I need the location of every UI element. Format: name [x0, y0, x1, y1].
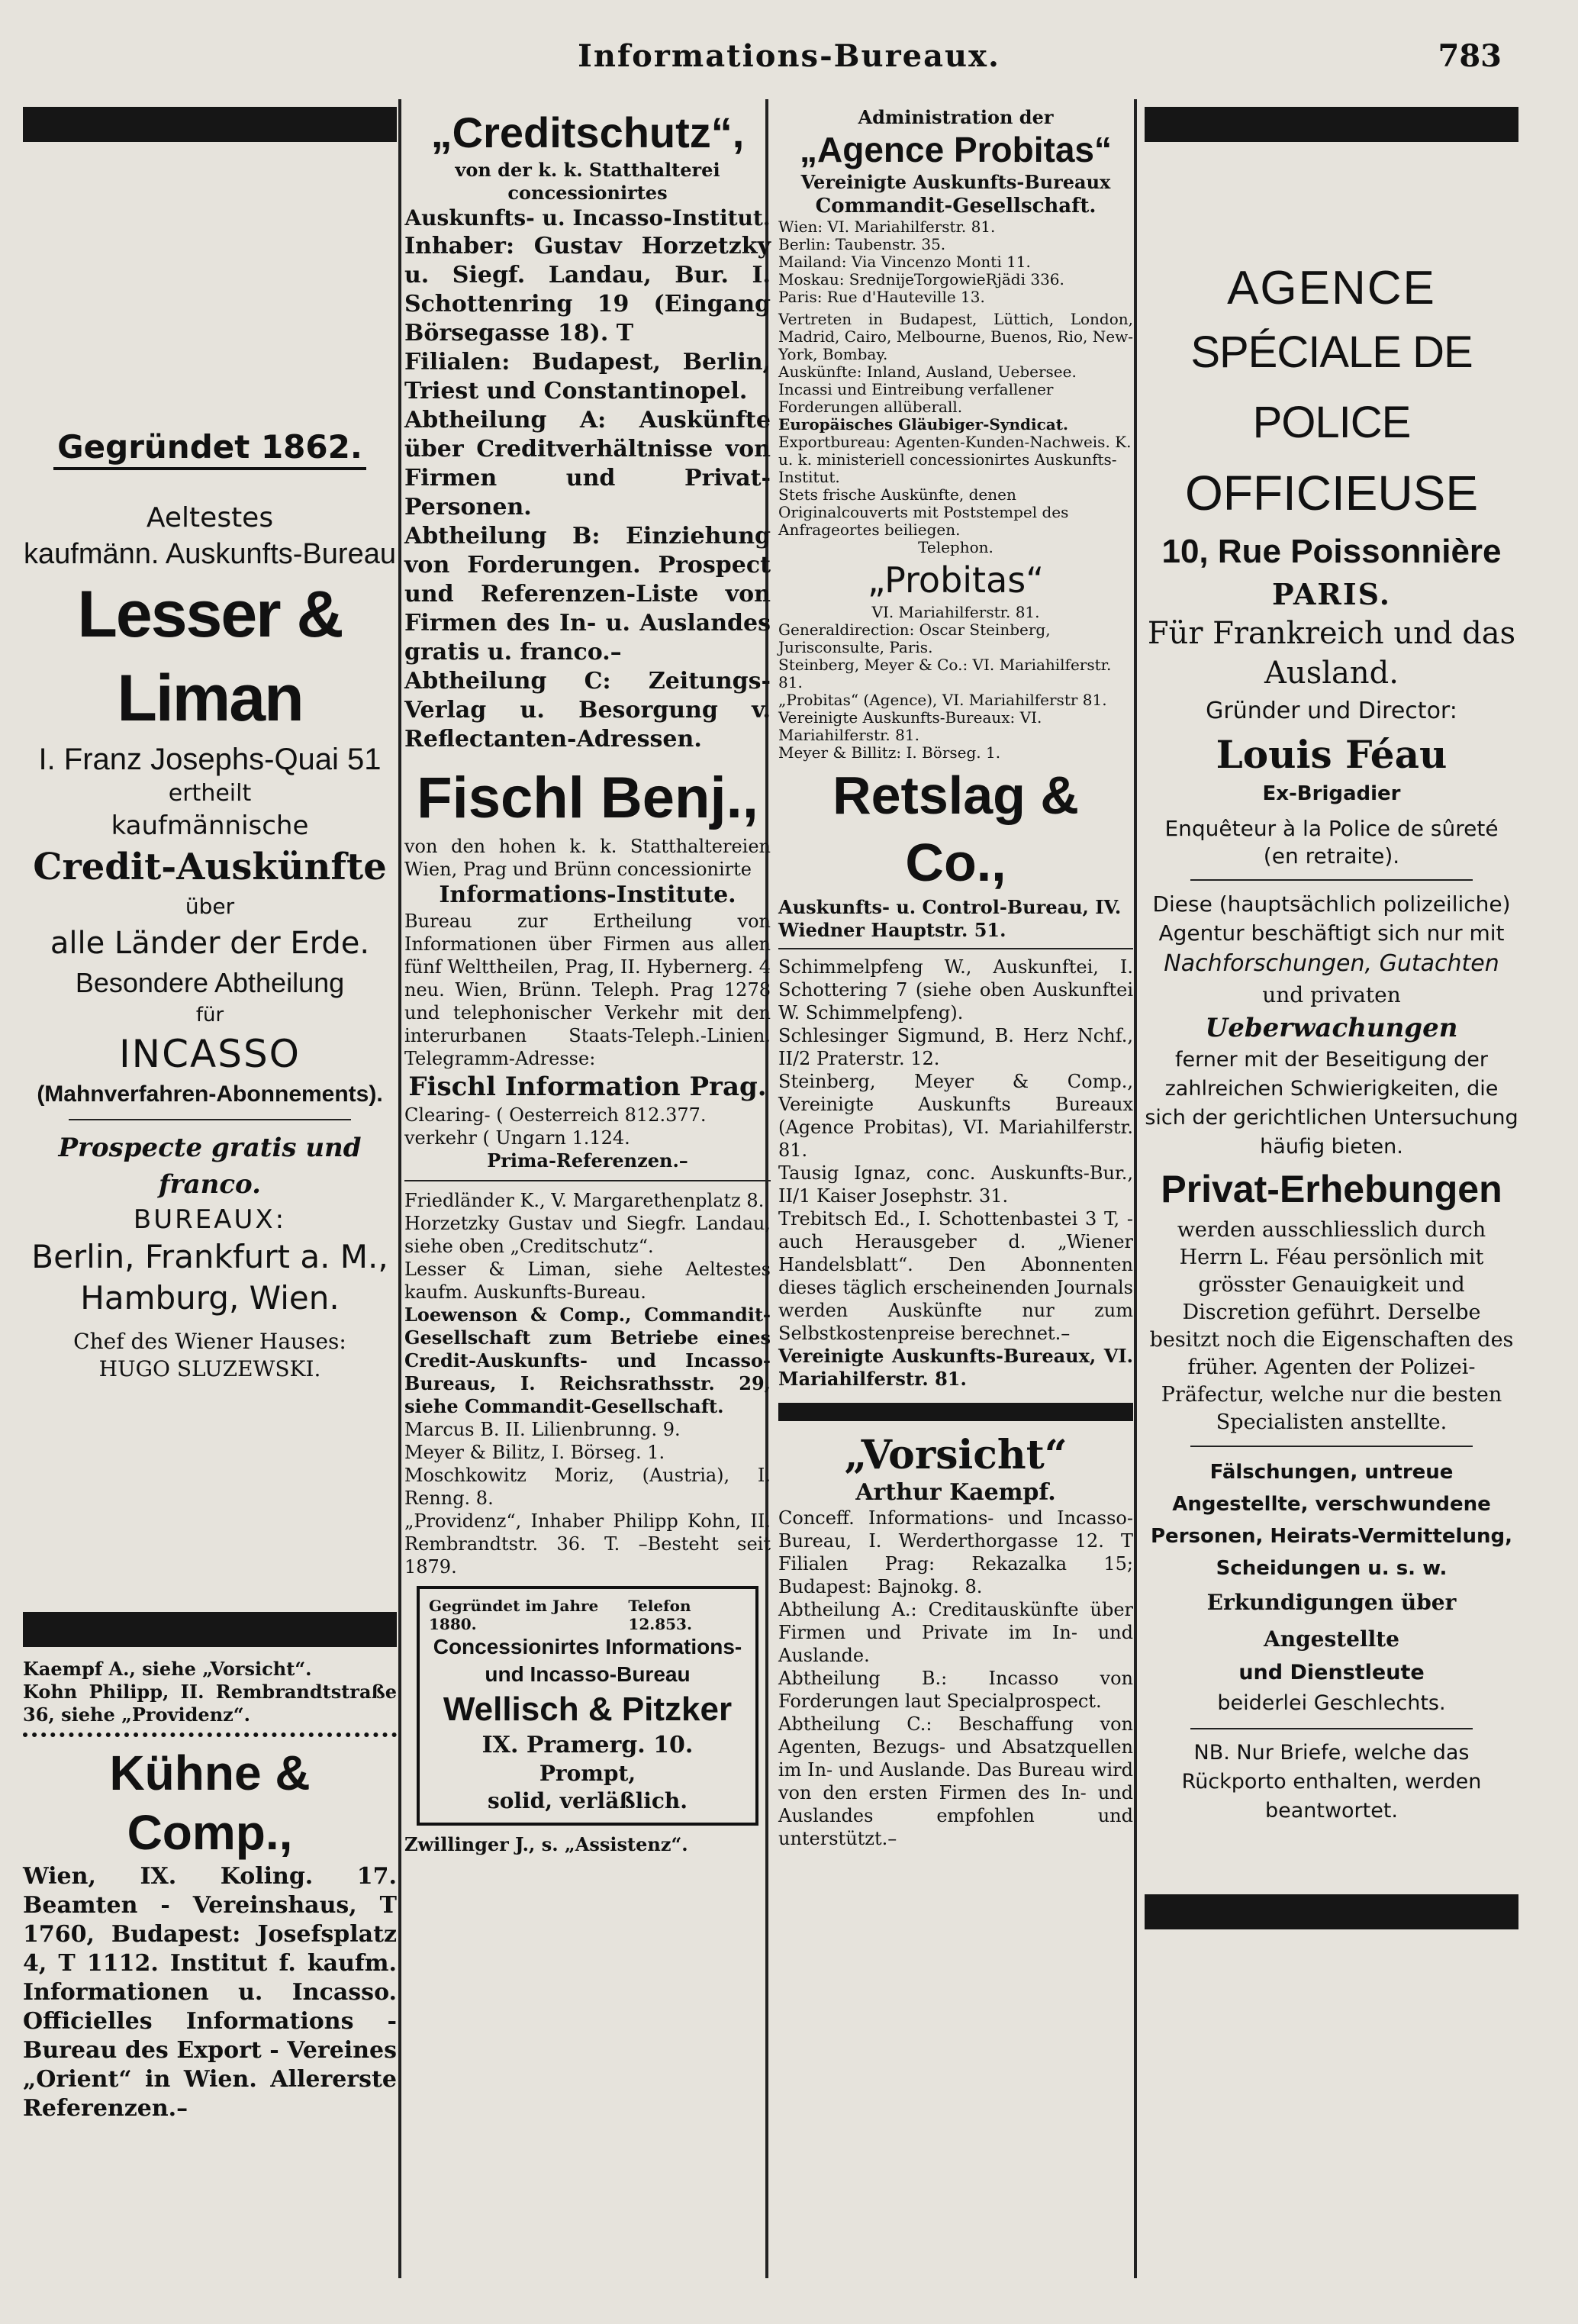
ad-founded: Gegründet im Jahre 1880.: [429, 1597, 599, 1633]
text-line: Ex-Brigadier: [1262, 782, 1401, 805]
text-block: Europäisches Gläubiger-Syndicat.: [778, 415, 1068, 434]
list-item: Vereinigte Auskunfts-Bureaux, VI. Mariahilferstr. 81.: [778, 1345, 1133, 1390]
black-bar: [1145, 1894, 1518, 1929]
text-line: Arthur Kaempf.: [855, 1479, 1056, 1506]
text-line: alle Länder der Erde.: [50, 926, 370, 961]
firm-name: Lesser & Liman: [77, 578, 343, 735]
text-line: Berlin, Frankfurt a. M.,: [31, 1238, 388, 1275]
text-line: Fischl Information Prag.: [408, 1072, 767, 1102]
text-line: HUGO SLUZEWSKI.: [98, 1356, 321, 1381]
list-item: Moschkowitz Moriz, (Austria), I. Renng. 8.: [404, 1465, 771, 1509]
probitas-heading: „Probitas“: [867, 559, 1045, 601]
address: 10, Rue Poissonnière: [1161, 533, 1502, 570]
text-line: Auskunfts- u. Incasso-Institut.: [404, 205, 771, 230]
page-header: [0, 31, 1578, 84]
text-block: Abtheilung B.: Incasso von Forderungen laut Specialprospect.: [778, 1668, 1133, 1712]
credit-heading: Credit-Auskünfte: [33, 846, 387, 888]
text-line: ertheilt: [168, 780, 252, 807]
text-line: kaufmännische: [111, 811, 309, 841]
text-line: kaufmänn. Auskunfts-Bureau: [24, 538, 396, 570]
list-item: Wien: VI. Mariahilferstr. 81.: [778, 218, 996, 236]
text-line: und Dienstleute: [1238, 1661, 1425, 1684]
founded-label: Gegründet 1862.: [53, 427, 366, 470]
kuehne-name: Kühne & Comp.,: [109, 1745, 311, 1860]
text-line: Aeltestes: [146, 502, 274, 533]
text-block: Enquêteur à la Police de sûreté (en retraite).: [1164, 816, 1499, 869]
text-line: Ueberwachungen: [1205, 1013, 1458, 1043]
list-item: Loewenson & Comp., Commandit-Gesellschaft zum Betriebe eines Credit-Auskunfts- und Incasso-Bureaus, I. Reichsrathsstr. 29, siehe Commandit-Gesellschaft.: [404, 1304, 771, 1417]
text-block: Inhaber: Gustav Horzetzky u. Siegf. Landau, Bur. I. Schottenring 19 (Eingang Börsegasse 18). T: [404, 233, 771, 347]
list-item: Trebitsch Ed., I. Schottenbastei 3 T, -auch Herausgeber d. „Wiener Handelsblatt“. Den Abonnenten dieses täglich erscheinenden Journals werden Auskünfte nur zum Selbstkostenpreise berechnet.–: [778, 1208, 1133, 1344]
black-bar: [1145, 107, 1518, 142]
text-block: Filialen: Budapest, Berlin, Triest und Constantinopel.: [404, 349, 771, 405]
incasso-heading: INCASSO: [118, 1032, 301, 1076]
text-block: Conceff. Informations- und Incasso-Bureau, I. Werderthorgasse 12. T Filialen Prag: Rekazalka 15; Budapest: Bajnokg. 8.: [778, 1507, 1133, 1597]
creditschutz-title: „Creditschutz“,: [430, 108, 745, 156]
list-item: Kohn Philipp, II. Rembrandtstraße 36, siehe „Providenz“.: [23, 1681, 397, 1726]
divider: [778, 948, 1133, 949]
retslag-name: Retslag & Co.,: [832, 766, 1079, 892]
text-line: (Mahnverfahren-Abonnements).: [37, 1081, 383, 1107]
text-line: Prompt,: [539, 1761, 636, 1786]
text-block: Auskünfte: Inland, Ausland, Uebersee.: [778, 363, 1077, 381]
text-line: Concessionirtes Informations-: [433, 1635, 742, 1658]
list-item: Berlin: Taubenstr. 35.: [778, 235, 946, 253]
list-item: Moskau: SrednijeTorgowieRjädi 336.: [778, 270, 1064, 288]
speciale-heading: SPÉCIALE DE POLICE: [1190, 327, 1473, 447]
text-block: Fälschungen, untreue Angestellte, verschwundene Personen, Heirats-Vermittelung, Scheidungen u. s. w.: [1151, 1461, 1512, 1580]
text-line: für: [195, 1004, 224, 1027]
list-item: Lesser & Liman, siehe Aeltestes kaufm. Auskunfts-Bureau.: [404, 1259, 771, 1303]
text-line: Clearing- ( Oesterreich 812.377. verkehr ( Ungarn 1.124.: [404, 1104, 707, 1149]
text-block: Generaldirection: Oscar Steinberg, Jurisconsulte, Paris.: [778, 620, 1051, 656]
text-block: Abtheilung C.: Beschaffung von Agenten, Bezugs- und Absatzquellen im In- und Auslande. Das Bureau wird von den ersten Firmen des In- und Auslandes empfohlen und unterstützt.–: [778, 1713, 1133, 1849]
text-block: Vereinigte Auskunfts-Bureaux: VI. Mariahilferstr. 81.: [778, 708, 1042, 744]
text-block: Stets frische Auskünfte, denen Originalcouverts mit Poststempel des Anfrageortes beiliegen.: [778, 485, 1069, 539]
list-item: Schimmelpfeng W., Auskunftei, I. Schottering 7 (siehe oben Auskunftei W. Schimmelpfeng).: [778, 956, 1133, 1023]
text-line: VI. Mariahilferstr. 81.: [871, 603, 1040, 621]
divider: [1190, 1728, 1473, 1729]
list-item: Mailand: Via Vincenzo Monti 11.: [778, 253, 1031, 271]
vorsicht-title: „Vorsicht“: [844, 1432, 1068, 1478]
text-block: Exportbureau: Agenten-Kunden-Nachweis. K. u. k. ministeriell concessionirtes Auskunfts-Institut.: [778, 433, 1132, 486]
page-title: Informations-Bureaux.: [578, 38, 1000, 74]
address: I. Franz Josephs-Quai 51: [38, 743, 382, 776]
list-item: Marcus B. II. Lilienbrunng. 9.: [404, 1419, 681, 1440]
list-item: „Providenz“, Inhaber Philipp Kohn, II. Rembrandtstr. 36. T. –Besteht seit 1879.: [404, 1510, 771, 1578]
column-4: [1137, 107, 1526, 2278]
column-rule: [398, 99, 401, 2278]
text-line: Prospecte gratis und franco.: [58, 1133, 362, 1200]
text-block: Abtheilung C: Zeitungs-Verlag u. Besorgung v. Reflectanten-Adressen.: [404, 668, 771, 753]
divider: [1190, 879, 1473, 881]
text-block: Auskunfts- u. Control-Bureau, IV. Wiedner Hauptstr. 51.: [778, 896, 1122, 941]
text-block: Diese (hauptsächlich polizeiliche) Agentur beschäftigt sich nur mit: [1152, 891, 1511, 946]
list-item: Paris: Rue d'Hauteville 13.: [778, 288, 985, 306]
text-line: Vereinigte Auskunfts-Bureaux: [800, 171, 1111, 193]
feau-name: Louis Féau: [1216, 732, 1448, 777]
text-block: ferner mit der Beseitigung der zahlreichen Schwierigkeiten, die sich der gerichtlichen Untersuchung häufig bieten.: [1145, 1048, 1518, 1159]
nb-note: NB. Nur Briefe, welche das Rückporto enthalten, werden beantwortet.: [1181, 1741, 1482, 1823]
ad-firm: Wellisch & Pitzker: [443, 1691, 733, 1728]
text-block: „Probitas“ (Agence), VI. Mariahilferstr 81.: [778, 691, 1107, 709]
agence-heading: AGENCE: [1227, 262, 1436, 314]
text-block: werden ausschliesslich durch Herrn L. Féau persönlich mit grösster Genauigkeit und Discretion geführt. Derselbe besitzt noch die Eigenschaften des früher. Agenten der Polizei-Präfectur, welche nur die besten Specialisten anstellte.: [1149, 1218, 1514, 1434]
text-line: und privaten: [1262, 982, 1401, 1007]
ad-phone: Telefon 12.853.: [628, 1597, 692, 1633]
text-block: Incassi und Eintreibung verfallener Forderungen allüberall.: [778, 380, 1054, 416]
list-item: Steinberg, Meyer & Comp., Vereinigte Auskunfts Bureaux (Agence Probitas), VI. Mariahilferstr. 81.: [778, 1071, 1133, 1161]
black-bar: [23, 1612, 397, 1647]
list-item: Zwillinger J., s. „Assistenz“.: [404, 1833, 688, 1855]
text-line: solid, verläßlich.: [487, 1788, 688, 1813]
divider: [404, 1180, 771, 1181]
bureaux-heading: BUREAUX:: [133, 1204, 287, 1235]
list-item: Friedländer K., V. Margarethenplatz 8.: [404, 1190, 765, 1211]
text-line: Gründer und Director:: [1206, 698, 1457, 724]
column-3: [771, 107, 1141, 2278]
divider: [1190, 1446, 1473, 1447]
text-line: über: [185, 894, 235, 919]
page-number: 783: [1438, 38, 1502, 74]
text-line: Nachforschungen, Gutachten: [1164, 950, 1499, 977]
text-line: Hamburg, Wien.: [80, 1279, 340, 1317]
text-line: Informations-Institute.: [439, 882, 736, 908]
divider: [69, 1119, 351, 1120]
privat-heading: Privat-Erhebungen: [1161, 1168, 1502, 1210]
text-block: Abtheilung B: Einziehung von Forderungen. Prospect und Referenzen-Liste von Firmen des In- u. Auslandes gratis u. franco.–: [404, 523, 771, 666]
kuehne-text: Wien, IX. Koling. 17. Beamten - Vereinshaus, T 1760, Budapest: Josefsplatz 4, T 1112. Institut f. kaufm. Informationen u. Incasso. Officielles Informations - Bureau des Export - Vereines „Orient“ in Wien. Allererste Referenzen.–: [23, 1863, 397, 2122]
text-line: von der k. k. Statthalterei concessionirtes: [455, 159, 720, 204]
black-bar: [23, 107, 397, 142]
text-block: von den hohen k. k. Statthaltereien Wien, Prag und Brünn concessionirte: [404, 836, 771, 880]
list-item: Horzetzky Gustav und Siegfr. Landau, siehe oben „Creditschutz“.: [404, 1213, 771, 1257]
text-line: Besondere Abtheilung: [75, 967, 345, 998]
list-item: Tausig Ignaz, conc. Auskunfts-Bur., II/1 Kaiser Josephstr. 31.: [778, 1162, 1133, 1207]
text-line: und Incasso-Bureau: [485, 1662, 691, 1686]
list-item: Schlesinger Sigmund, B. Herz Nchf., II/2 Praterstr. 12.: [778, 1025, 1133, 1069]
text-line: IX. Pramerg. 10.: [481, 1732, 694, 1758]
fischl-name: Fischl Benj.,: [417, 766, 758, 830]
text-line: Commandit-Gesellschaft.: [815, 195, 1097, 218]
list-item: Kaempf A., siehe „Vorsicht“.: [23, 1658, 312, 1680]
text-line: Prima-Referenzen.–: [487, 1149, 688, 1172]
text-line: Chef des Wiener Hauses:: [73, 1329, 346, 1354]
officieuse-heading: OFFICIEUSE: [1184, 466, 1479, 521]
column-1: [23, 107, 397, 2278]
text-line: PARIS.: [1272, 577, 1391, 611]
text-block: Steinberg, Meyer & Co.: VI. Mariahilferstr. 81.: [778, 656, 1112, 691]
text-line: Administration der: [858, 106, 1054, 128]
text-line: Telephon.: [918, 538, 993, 556]
wellisch-ad: [417, 1586, 758, 1826]
text-line: beiderlei Geschlechts.: [1217, 1691, 1446, 1715]
text-line: Erkundigungen über Angestellte: [1206, 1590, 1457, 1652]
text-block: Meyer & Billitz: I. Börseg. 1.: [778, 743, 1001, 762]
text-block: Vertreten in Budapest, Lüttich, London, Madrid, Cairo, Melbourne, Buenos, Rio, New-York, Bombay.: [778, 310, 1133, 363]
text-block: Abtheilung A.: Creditauskünfte über Firmen und Private im In- und Auslande.: [778, 1599, 1133, 1666]
text-block: Bureau zur Ertheilung von Informationen über Firmen aus allen fünf Welttheilen, Prag, II. Hybernerg. 4 neu. Wien, Brünn. Teleph. Prag 1278 und telephonischer Verkehr mit den interurbanen Staats-Teleph.-Linien. Telegramm-Adresse:: [404, 911, 771, 1069]
probitas-title: „Agence Probitas“: [800, 130, 1112, 169]
black-bar: [778, 1403, 1133, 1421]
column-2: [404, 107, 771, 2278]
text-block: Für Frankreich und das Ausland.: [1147, 616, 1516, 691]
list-item: Meyer & Bilitz, I. Börseg. 1.: [404, 1442, 665, 1463]
text-block: Abtheilung A: Auskünfte über Creditverhältnisse von Firmen und Privat-Personen.: [404, 407, 771, 521]
